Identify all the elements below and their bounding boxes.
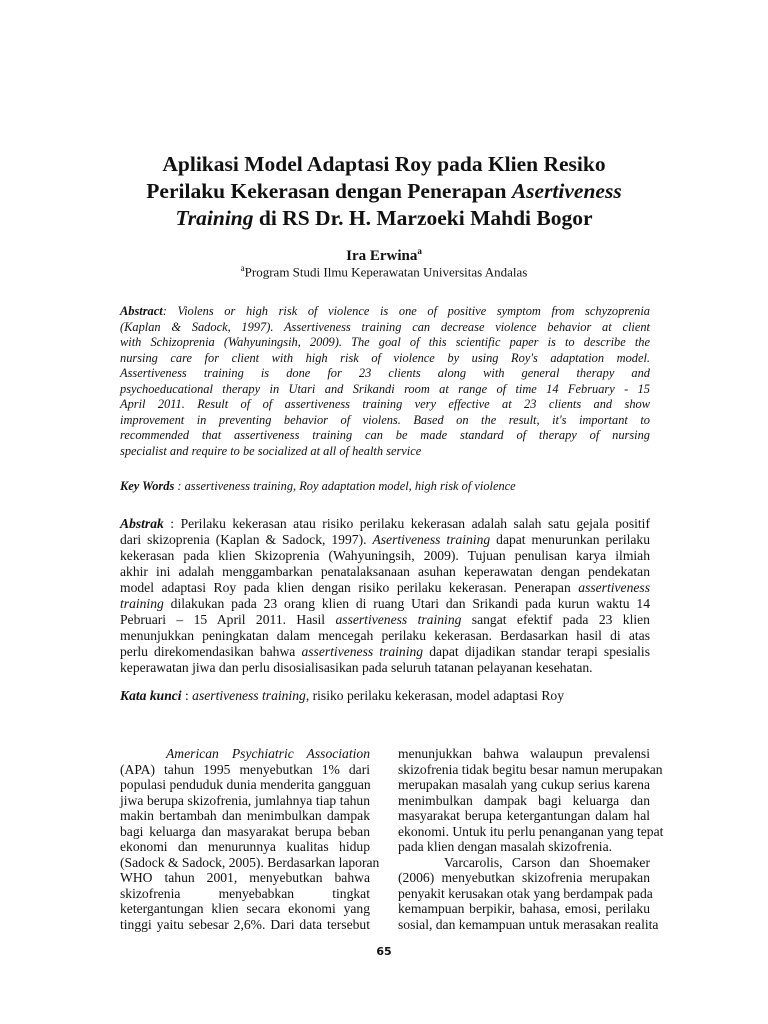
text-line — [120, 320, 650, 336]
text-line — [120, 596, 650, 612]
text-line — [120, 382, 650, 398]
body-column-left — [120, 746, 380, 932]
text-run: Key Words — [120, 479, 175, 493]
text-line — [120, 660, 650, 676]
text-run: April 2011. Result of of assertiveness training very effective at 23 clients and show — [120, 397, 650, 411]
text-run: ekonomi dan menurunnya kualitas hidup — [120, 839, 370, 854]
text-run: Varcarolis, Carson dan Shoemaker — [444, 854, 650, 870]
text-line — [120, 612, 650, 628]
text-run: : Perilaku kekerasan atau risiko perilaku kekerasan adalah salah satu gejala positif — [163, 516, 650, 531]
text-line — [120, 688, 650, 704]
text-line — [120, 516, 650, 532]
text-run: Asertiveness training — [372, 532, 491, 547]
text-run: Assertiveness training is done for 23 clients along with general therapy and — [120, 366, 650, 380]
text-run: bagi keluarga dan masyarakat berupa beban — [120, 823, 370, 839]
text-run: : assertiveness training, Roy adaptation model, high risk of violence — [174, 479, 516, 493]
affiliation-superscript: a — [240, 263, 245, 273]
text-run: pada klien dengan masalah skizofrenia. — [398, 839, 613, 854]
body-paragraph — [398, 854, 659, 933]
text-line — [120, 839, 370, 855]
text-line — [120, 824, 370, 840]
title-line-3 — [60, 205, 708, 232]
text-line — [120, 917, 370, 933]
text-line — [120, 580, 650, 596]
text-run: dapat dijadikan standar terapi spesialis — [423, 644, 650, 659]
text-run: sosial, dan kemampuan untuk merasakan realita — [398, 916, 659, 932]
author-name: Ira Erwina — [346, 248, 418, 264]
keywords-indonesian — [120, 688, 650, 704]
text-run: specialist and require to be socialized at all of health service — [120, 443, 422, 458]
text-line — [120, 397, 650, 413]
text-run: assertiveness training — [301, 644, 424, 659]
text-run: : — [181, 688, 193, 703]
text-run: akhir ini adalah menggambarkan penatalaksanaan asuhan keperawatan dengan pendekatan — [120, 564, 650, 579]
text-run: tinggi yaitu sebesar 2,6%. Dari data tersebut — [120, 916, 370, 932]
text-run: (Kaplan & Sadock, 1997). Assertiveness training can decrease violence behavior at client — [120, 319, 650, 334]
text-run: Abstract — [120, 304, 163, 318]
text-run: skizofrenia menyebabkan tingkat — [120, 885, 370, 901]
text-line — [398, 855, 650, 871]
text-run: populasi penduduk dunia menderita gangguan — [120, 777, 371, 792]
title-text: di RS Dr. H. Marzoeki Mahdi Bogor — [253, 206, 593, 230]
text-run: training — [120, 596, 164, 611]
text-line — [120, 335, 650, 351]
text-run: (APA) tahun 1995 menyebutkan 1% dari — [120, 761, 370, 777]
text-run: perlu direkomendasikan bahwa — [120, 644, 302, 659]
text-line — [120, 548, 650, 564]
text-line — [120, 304, 650, 320]
title-italic-term: Training — [175, 206, 254, 230]
text-line — [398, 885, 653, 902]
text-line — [398, 839, 650, 855]
page-number: 65 — [376, 945, 392, 958]
text-line — [120, 901, 370, 917]
text-run: WHO tahun 2001, menyebutkan bahwa — [120, 870, 370, 885]
text-run: nursing care for client with high risk of violence by using Roy's adaptation model. — [120, 350, 650, 365]
text-run: Kata kunci — [120, 688, 182, 703]
abstract-english — [120, 304, 650, 459]
text-line — [120, 366, 650, 382]
text-line — [120, 428, 650, 444]
text-line — [120, 793, 370, 809]
text-run: psychoeducational therapy in Utari and Srikandi room at range of time 14 February - 15 — [120, 381, 650, 396]
text-line — [120, 644, 650, 660]
text-line — [120, 628, 650, 644]
text-line — [398, 823, 664, 840]
text-run: dapat menurunkan perilaku — [490, 532, 650, 547]
text-line — [398, 746, 650, 762]
text-run: sangat efektif pada 23 klien — [461, 612, 650, 627]
text-run: menunjukkan bahwa walaupun prevalensi — [398, 746, 650, 761]
text-line — [398, 808, 650, 824]
text-run: menimbulkan dampak bagi keluarga dan — [398, 792, 650, 808]
text-line — [120, 444, 650, 460]
body-paragraph — [398, 746, 664, 855]
text-line — [398, 761, 663, 778]
text-line — [120, 532, 650, 548]
text-line — [120, 479, 650, 494]
text-run: menunjukkan peningkatan dalam mencegah perilaku kekerasan. Berdasarkan hasil di atas — [120, 628, 650, 643]
text-line — [398, 916, 659, 933]
text-run: with Schizoprenia (Wahyuningsih, 2009). The goal of this scientific paper is to describe the — [120, 335, 650, 349]
text-run: merupakan masalah yang cukup serius karena — [398, 777, 650, 792]
text-run: Abstrak — [120, 516, 164, 531]
text-line — [120, 854, 380, 871]
text-line — [120, 808, 370, 824]
text-run: makin bertambah dan menimbulkan dampak — [120, 808, 370, 823]
text-line — [398, 777, 650, 793]
text-run: kekerasan pada klien Skizoprenia (Wahyuningsih, 2009). Tujuan penulisan karya ilmiah — [120, 548, 650, 563]
affiliation-text: Program Studi Ilmu Keperawatan Universitas Andalas — [244, 264, 528, 280]
text-run: Pebruari – 15 April 2011. Hasil — [120, 612, 336, 627]
text-line — [398, 901, 650, 917]
text-run: masyarakat berupa ketergantungan dalam hal — [398, 808, 650, 823]
text-line — [120, 762, 370, 778]
text-run: kemampuan berpikir, bahasa, emosi, perilaku — [398, 901, 650, 916]
text-run: recommended that assertiveness training can be made standard of therapy of nursing — [120, 428, 650, 442]
text-run: jiwa berupa skizofrenia, jumlahnya tiap tahun — [120, 792, 370, 808]
text-run: asertiveness training — [192, 688, 306, 703]
text-line — [398, 870, 650, 886]
text-line — [120, 413, 650, 429]
text-line — [398, 793, 650, 809]
text-run: dilakukan pada 23 orang klien di ruang Utari dan Srikandi pada kurun waktu 14 — [163, 596, 650, 611]
text-line — [120, 870, 370, 886]
title-italic-term: Asertiveness — [511, 179, 622, 203]
title-text: Perilaku Kekerasan dengan Penerapan — [146, 179, 512, 203]
text-line — [120, 351, 650, 367]
text-run: , risiko perilaku kekerasan, model adaptasi Roy — [305, 688, 565, 703]
text-run: keperawatan jiwa dan perlu disosialisasikan pada seluruh tatanan pelayanan kesehatan. — [120, 660, 593, 675]
title-line-1: Aplikasi Model Adaptasi Roy pada Klien Resiko — [162, 152, 606, 176]
text-run: assertiveness training — [335, 612, 462, 627]
text-run: penyakit kerusakan otak yang berdampak pada — [398, 885, 653, 901]
text-run: skizofrenia tidak begitu besar namun merupakan — [398, 761, 663, 777]
text-run: American Psychiatric Association — [166, 746, 370, 761]
affiliation — [0, 263, 768, 280]
paper-title — [60, 151, 708, 232]
text-line — [120, 886, 370, 902]
text-run: improvement in preventing behavior of violens. Based on the result, it's important to — [120, 412, 650, 427]
text-line — [120, 564, 650, 580]
author-superscript: a — [417, 246, 422, 256]
keywords-english — [120, 479, 650, 494]
text-run: (Sadock & Sadock, 2005). Berdasarkan laporan — [120, 854, 380, 870]
text-run: (2006) menyebutkan skizofrenia merupakan — [398, 870, 650, 885]
text-run: dari skizoprenia (Kaplan & Sadock, 1997). — [120, 532, 373, 547]
text-run: : Violens or high risk of violence is one of positive symptom from schyzoprenia — [162, 304, 650, 318]
text-run: ekonomi. Untuk itu perlu penanganan yang tepat — [398, 823, 664, 839]
body-column-right — [398, 746, 664, 932]
text-run: ketergantungan klien secara ekonomi yang — [120, 901, 370, 916]
text-line — [120, 746, 370, 762]
title-line-2 — [60, 178, 708, 205]
abstract-indonesian — [120, 516, 650, 676]
text-run: assertiveness — [578, 580, 650, 595]
text-line — [120, 777, 370, 793]
text-run: model adaptasi Roy pada klien dengan risiko perilaku kekerasan. Penerapan — [120, 580, 579, 595]
